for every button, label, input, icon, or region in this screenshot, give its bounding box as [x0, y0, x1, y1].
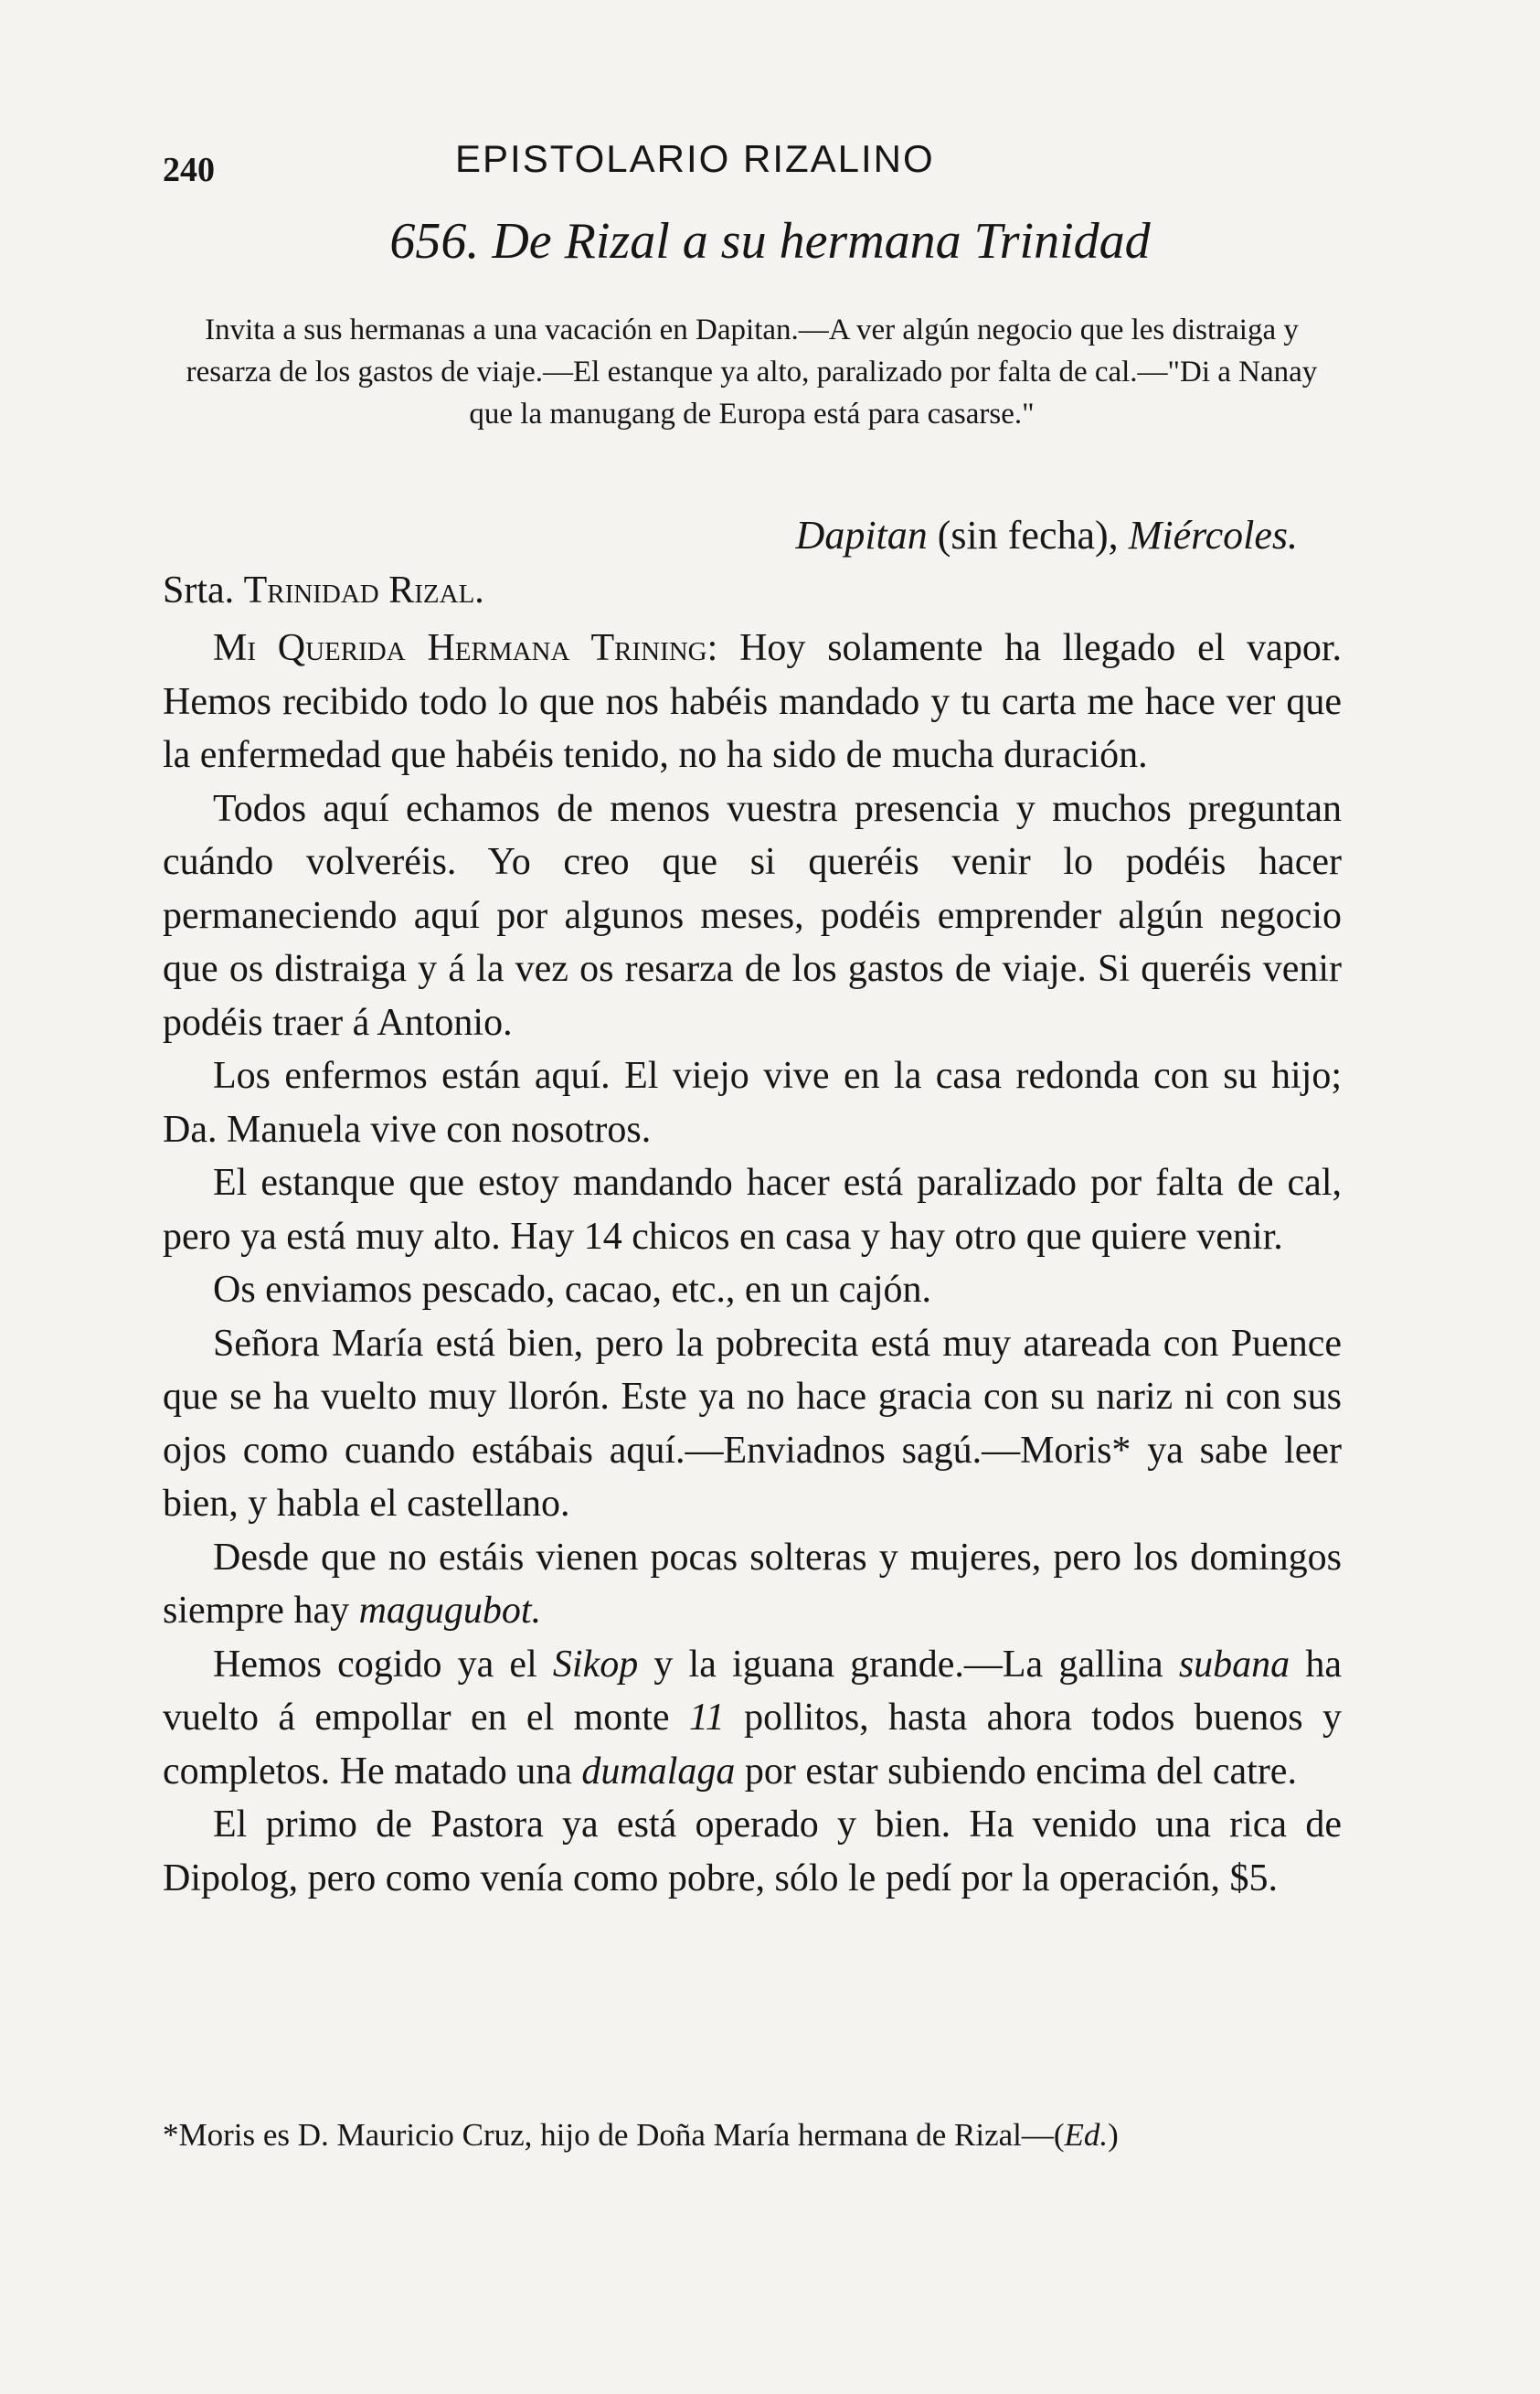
letter-body [163, 622, 1342, 1905]
dateline-place: Dapitan [795, 513, 928, 558]
p8-term-dumalaga: dumalaga [581, 1750, 736, 1793]
paragraph-7-text: Desde que no estáis vienen pocas solteras y mujeres, pero los domingos siempre hay [163, 1536, 1342, 1632]
footnote [163, 2113, 1342, 2157]
paragraph-7 [163, 1531, 1342, 1638]
running-head [163, 137, 1342, 201]
dateline-rest: (sin fecha), [927, 513, 1129, 558]
addressee-prefix: Srta. [163, 569, 244, 612]
paragraph-1-text: Hoy solamente ha llegado el vapor. Hemos recibido todo lo que nos habéis mandado y tu carta me hace ver que la enfermedad que habéis tenido, no ha sido de mucha duración. [163, 627, 1342, 776]
p8-text-b: y la iguana grande.—La gallina [638, 1643, 1179, 1686]
dateline [796, 512, 1298, 559]
addressee-name: Trinidad Rizal. [243, 569, 484, 612]
p8-term-subana: subana [1178, 1643, 1290, 1686]
dateline-day: Miércoles. [1128, 513, 1298, 558]
paragraph-4: El estanque que estoy mandando hacer está paralizado por falta de cal, pero ya está muy alto. Hay 14 chicos en casa y hay otro que quiere venir. [163, 1162, 1342, 1258]
paragraph-7-term: magugubot. [358, 1590, 542, 1632]
p8-number: 11 [688, 1697, 725, 1739]
paragraph-3: Los enfermos están aquí. El viejo vive en la casa redonda con su hijo; Da. Manuela vive con nosotros. [163, 1055, 1342, 1151]
addressee [163, 569, 484, 612]
p8-text-a: Hemos cogido ya el [213, 1643, 553, 1686]
salutation: Mi Querida Hermana Trining: [213, 627, 718, 669]
paragraph-6: Señora María está bien, pero la pobrecita está muy atareada con Puence que se ha vuelto muy llorón. Este ya no hace gracia con su nariz ni con sus ojos como cuando estábais aquí.—Enviadnos sagú.—Moris* ya sabe leer bien, y habla el castellano. [163, 1322, 1342, 1525]
letter-summary: Invita a sus hermanas a una vacación en Dapitan.—A ver algún negocio que les distraiga y resarza de los gastos de viaje.—El estanque ya alto, paralizado por falta de cal.—"Di a Nanay que la manugang de Europa está para casarse." [186, 314, 1318, 431]
p8-text-d: pollitos, hasta ahora todos buenos y completos. He matado una [163, 1697, 1342, 1793]
page-number: 240 [163, 151, 215, 189]
paragraph-1 [163, 622, 1342, 782]
paragraph-2: Todos aquí echamos de menos vuestra presencia y muchos preguntan cuándo volveréis. Yo creo que si queréis venir lo podéis hacer permaneciendo aquí por algunos meses, podéis emprender algún negocio que os distraiga y á la vez os resarza de los gastos de viaje. Si queréis venir podéis traer á Antonio. [163, 787, 1342, 1044]
p8-term-sikop: Sikop [552, 1643, 639, 1686]
p8-text-c: ha vuelto á empollar en el monte [163, 1643, 1342, 1739]
paragraph-5: Os enviamos pescado, cacao, etc., en un cajón. [213, 1269, 932, 1311]
paragraph-8 [163, 1638, 1342, 1799]
footnote-close: ) [1108, 2117, 1119, 2153]
letter-title: 656. De Rizal a su hermana Trinidad [389, 213, 1151, 270]
footnote-text: *Moris es D. Mauricio Cruz, hijo de Doña María hermana de Rizal—( [163, 2117, 1065, 2153]
p8-text-e: por estar subiendo encima del catre. [735, 1750, 1297, 1793]
running-title: EPISTOLARIO RIZALINO [455, 137, 935, 180]
paragraph-9: El primo de Pastora ya está operado y bien. Ha venido una rica de Dipolog, pero como venía como pobre, sólo le pedí por la operación, $5. [163, 1803, 1342, 1899]
footnote-ed: Ed. [1064, 2117, 1109, 2153]
